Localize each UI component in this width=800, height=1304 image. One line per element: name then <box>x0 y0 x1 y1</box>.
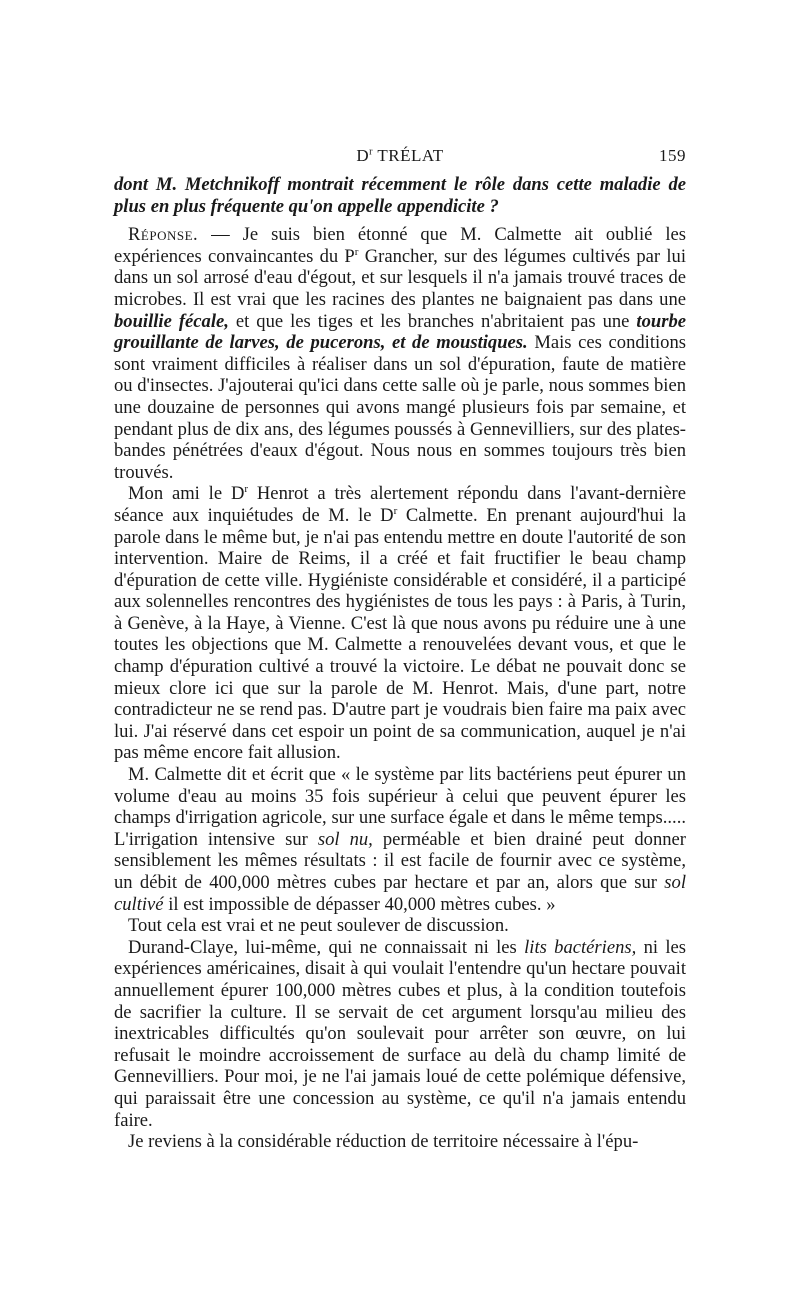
page-number: 159 <box>659 146 686 165</box>
paragraph-durand-claye: Durand-Claye, lui-même, qui ne connaissait ni les lits bactériens, ni les expériences américaines, disait à qui voulait l'entendre qu'un hectare pouvait annuellement épurer 100,000 mètres cubes et plus, à la condition toutefois de sacrifier la culture. Il se servait de cet argument lorsqu'au milieu des inextricables difficultés qu'on soulevait pour arrêter son œuvre, on lui refusait le moindre accroissement de surface au delà du champ limité de Gennevilliers. Pour moi, je ne l'ai jamais loué de cette polémique défensive, qui paraissait être une concession au système, ce qu'il n'a jamais entendu faire. <box>114 936 687 1131</box>
italic-phrase: sol nu, <box>317 828 373 850</box>
italic-phrase: bouillie fécale, <box>114 310 229 332</box>
italic-phrase: lits bactériens, <box>524 936 637 958</box>
paragraph-response: Réponse. — Je suis bien étonné que M. Calmette ait oublié les expériences convaincantes du $P^r$ Grancher, sur des légumes cultivés par lui dans un sol arrosé d'eau d'égout, et sur lesquels il n'a jamais trouvé traces de microbes. Il est vrai que les racines des plantes ne baignaient pas dans une bouillie fécale, et que les tiges et les branches n'abritaient pas une tourbe grouillante de larves, de pucerons, et de moustiques. Mais ces conditions sont vraiment difficiles à réaliser dans un sol d'épuration, faute de matière ou d'insectes. J'ajouterai qu'ici dans cette salle où je parle, nous sommes bien une douzaine de personnes qui avons mangé plusieurs fois par semaine, et pendant plus de dix ans, des légumes poussés à Gennevilliers, sur des plates-bandes pénétrées d'eaux d'égout. Nous nous en sommes toujours très bien trouvés. <box>114 224 687 483</box>
body-text <box>114 174 686 1153</box>
running-title: $D^r$ TRÉLAT <box>356 146 444 165</box>
response-label: Réponse. <box>128 224 199 246</box>
paragraph-calmette-quote: M. Calmette dit et écrit que « le système par lits bactériens peut épurer un volume d'eau au moins 35 fois supérieur à celui que peuvent épurer les champs d'irrigation agricole, sur une surface égale et dans le même temps..... L'irrigation intensive sur sol nu, perméable et bien drainé peut donner sensiblement les mêmes résultats : il est facile de fournir avec ce système, un débit de 400,000 mètres cubes par hectare et par an, alors que sur sol cultivé il est impossible de dépasser 40,000 mètres cubes. » <box>114 764 686 915</box>
paragraph-henrot: Mon ami le $D^r$ Henrot a très alertement répondu dans l'avant-dernière séance aux inquiétudes de M. le $D^r$ Calmette. En prenant aujourd'hui la parole dans le même but, je n'ai pas entendu mettre en doute l'autorité de son intervention. Maire de Reims, il a créé et fait fructifier le beau champ d'épuration de cette ville. Hygiéniste considérable et considéré, il a participé aux solennelles rencontres des hygiénistes de tous les pays : à Paris, à Turin, à Genève, à la Haye, à Vienne. C'est là que nous avons pu réduire une à une toutes les objections que M. Calmette a renouvelées devant vous, et que le champ d'épuration cultivé a trouvé la victoire. Le débat ne pouvait donc se mieux clore ici que sur la parole de M. Henrot. Mais, d'une part, notre contradicteur ne se rend pas. D'autre part je voudrais bien faire ma paix avec lui. J'ai réservé dans cet espoir un point de sa communication, auquel je n'ai pas même encore fait allusion. <box>114 483 686 764</box>
italic-phrase: tourbe grouillante de larves, de pucerons, et de moustiques. <box>114 310 687 354</box>
paragraph-question: dont M. Metchnikoff montrait récemment le rôle dans cette maladie de plus en plus fréquente qu'on appelle appendicite ? <box>114 174 686 217</box>
paragraph-continuation: Je reviens à la considérable réduction de territoire nécessaire à l'épu- <box>128 1131 639 1153</box>
running-header <box>114 146 686 168</box>
italic-phrase: sol cultivé <box>114 872 686 915</box>
paragraph-agreement: Tout cela est vrai et ne peut soulever de discussion. <box>128 915 509 937</box>
